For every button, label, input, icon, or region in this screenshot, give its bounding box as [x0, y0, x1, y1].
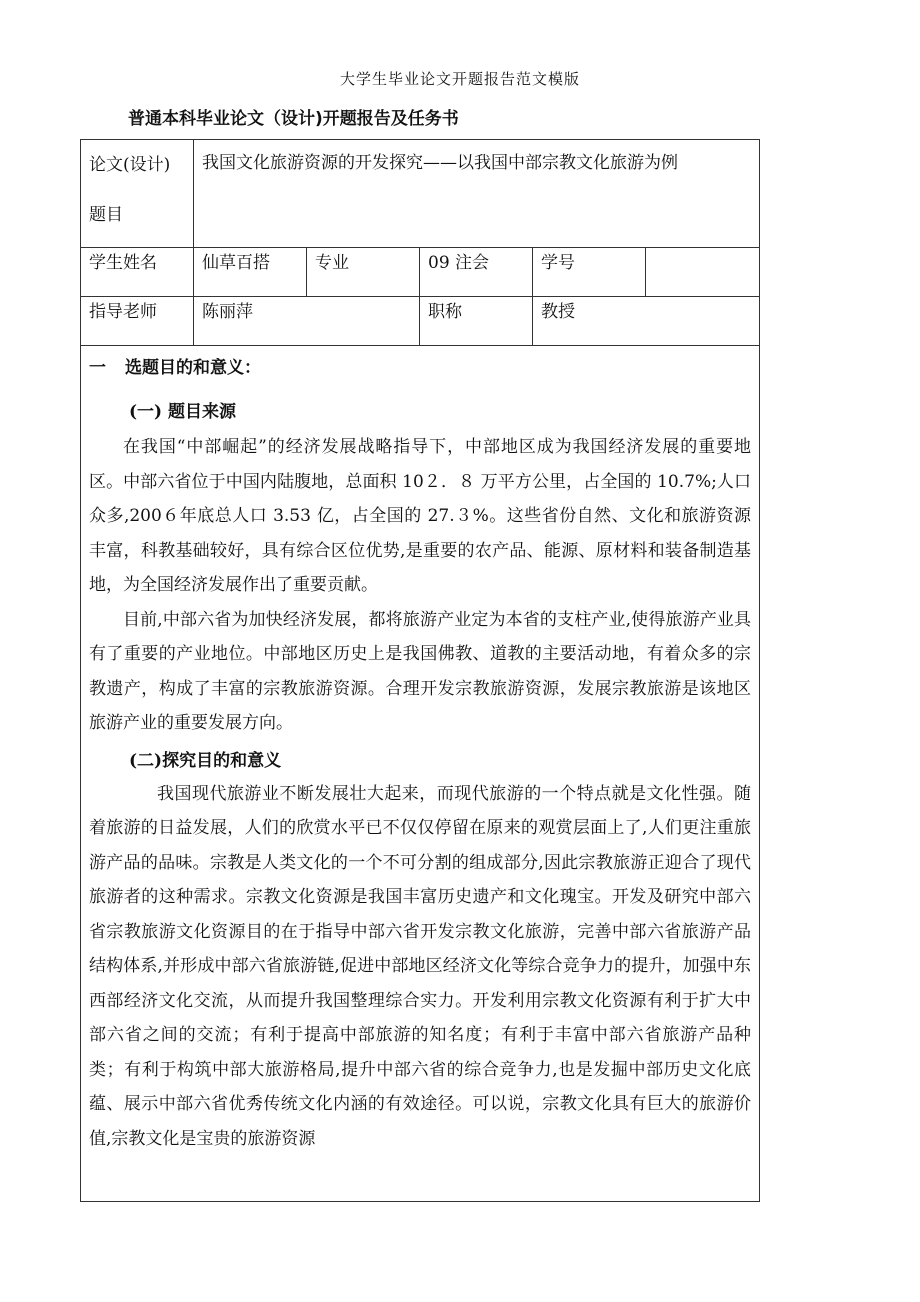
running-header: 大学生毕业论文开题报告范文模版: [339, 70, 580, 88]
student-value: 仙草百搭: [194, 248, 307, 297]
subsection-heading-source: (一) 题目来源: [129, 402, 237, 422]
advisor-value: 陈丽萍: [194, 297, 420, 346]
proposal-form-table: [80, 139, 760, 1202]
student-id-value: [646, 248, 760, 297]
title-label: 论文(设计)题目: [81, 140, 194, 248]
paragraph: 我国现代旅游业不断发展壮大起来，而现代旅游的一个特点就是文化性强。随着旅游的日益发展，人们的欣赏水平已不仅仅停留在原来的观赏层面上了,人们更注重旅游产品的品味。宗教是人类文化的一个不可分割的组成部分,因此宗教旅游正迎合了现代旅游者的这种需求。宗教文化资源是我国丰富历史遗产和文化瑰宝。开发及研究中部六省宗教旅游文化资源目的在于指导中部六省开发宗教文化旅游，完善中部六省旅游产品结构体系,并形成中部六省旅游链,促进中部地区经济文化等综合竞争力的提升，加强中东西部经济文化交流，从而提升我国整理综合实力。开发利用宗教文化资源有利于扩大中部六省之间的交流；有利于提高中部旅游的知名度；有利于丰富中部六省旅游产品种类；有利于构筑中部大旅游格局,提升中部六省的综合竞争力,也是发掘中部历史文化底蕴、展示中部六省优秀传统文化内涵的有效途径。可以说，宗教文化具有巨大的旅游价值,宗教文化是宝贵的旅游资源: [89, 783, 752, 1149]
paragraph: 目前,中部六省为加快经济发展，都将旅游产业定为本省的支柱产业,使得旅游产业具有了重要的产业地位。中部地区历史上是我国佛教、道教的主要活动地，有着众多的宗教遗产，构成了丰富的宗教旅游资源。合理开发宗教旅游资源，发展宗教旅游是该地区旅游产业的重要发展方向。: [89, 609, 752, 733]
section-number: 一: [89, 358, 106, 378]
document-title: 普通本科毕业论文（设计)开题报告及任务书: [128, 109, 459, 129]
section-heading: [89, 356, 751, 380]
title-row: [81, 140, 760, 248]
body-row: [81, 346, 760, 1202]
title-value: 我国文化旅游资源的开发探究——以我国中部宗教文化旅游为例: [194, 140, 760, 248]
student-label: 学生姓名: [81, 248, 194, 297]
advisor-row: [81, 297, 760, 346]
major-label: 专业: [307, 248, 420, 297]
rank-label: 职称: [420, 297, 533, 346]
advisor-label: 指导老师: [81, 297, 194, 346]
student-row: [81, 248, 760, 297]
student-id-label: 学号: [533, 248, 646, 297]
section-heading-text: 选题目的和意义：: [125, 358, 261, 378]
major-value: 09 注会: [420, 248, 533, 297]
rank-value: 教授: [533, 297, 760, 346]
paragraph: 在我国“中部崛起”的经济发展战略指导下，中部地区成为我国经济发展的重要地区。中部六省位于中国内陆腹地，总面积 10２．８ 万平方公里，占全国的 10.7%;人口众多,200６年底总人口 3.53 亿，占全国的 27.３%。这些省份自然、文化和旅游资源丰富，科教基础较好，具有综合区位优势,是重要的农产品、能源、原材料和装备制造基地，为全国经济发展作出了重要贡献。: [89, 437, 752, 595]
subsection-heading-purpose: (二)探究目的和意义: [129, 750, 282, 771]
section-body: [81, 346, 760, 1202]
